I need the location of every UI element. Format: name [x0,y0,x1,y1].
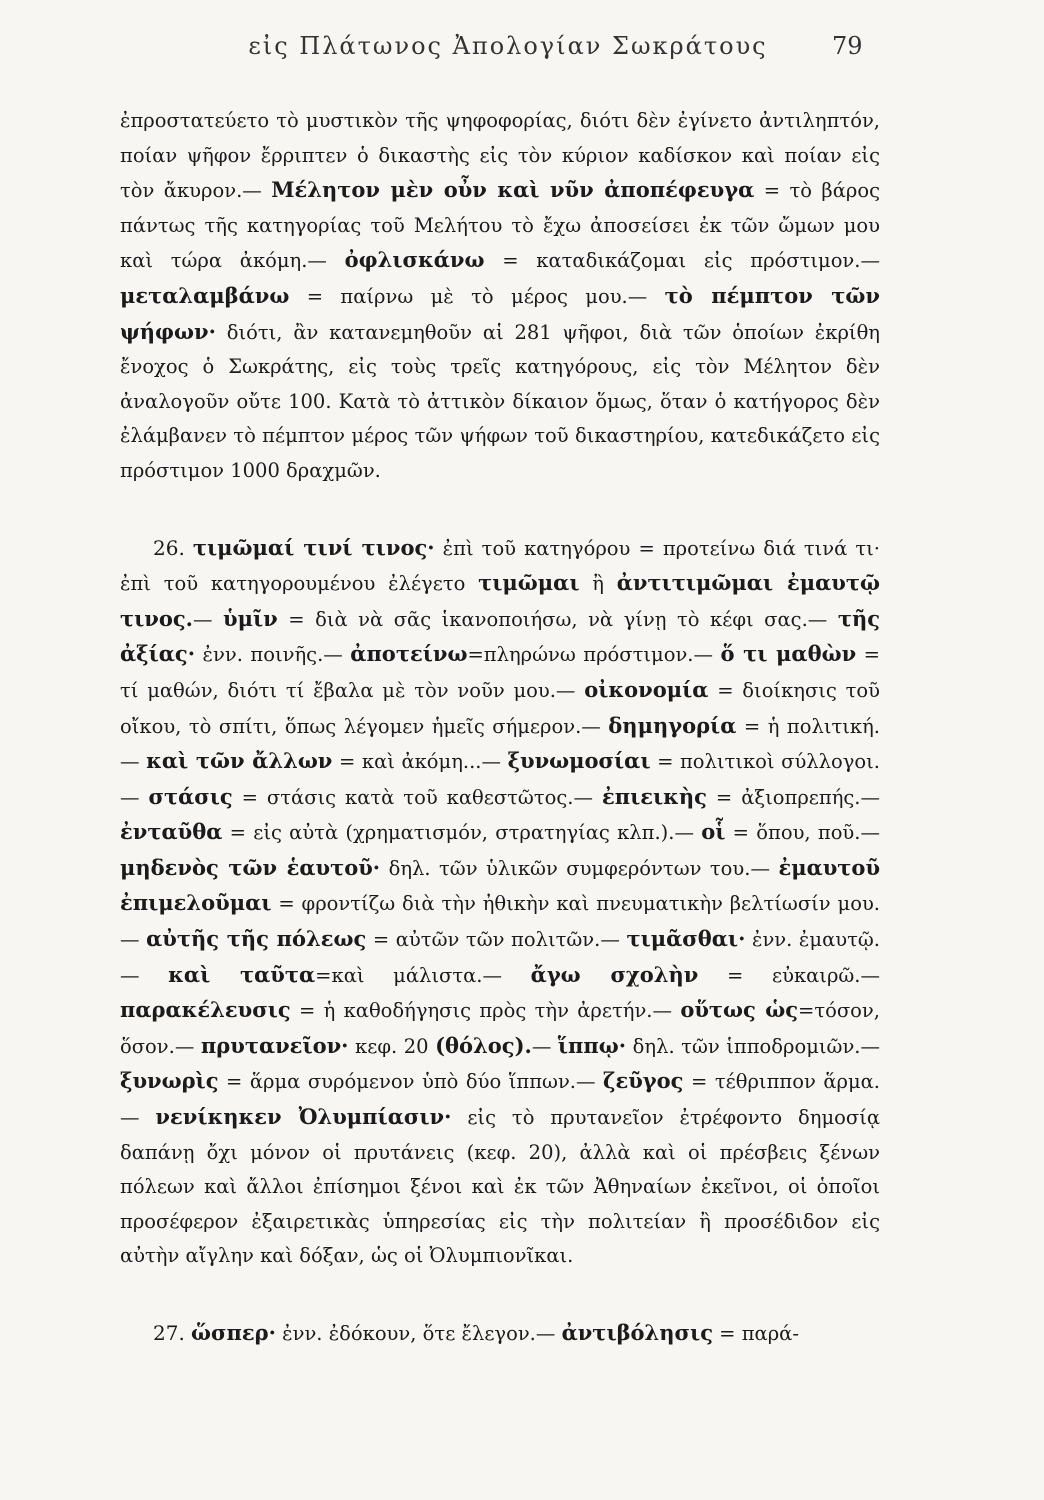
lemma-term: καὶ ταῦτα [168,961,316,987]
lemma-term: ζεῦγος [603,1068,684,1094]
commentary-text: = ἡ καθοδήγησις πρὸς τὴν ἀρετήν.— [290,999,681,1023]
commentary-text: — [192,607,223,631]
commentary-text: =πληρώνω πρόστιμον.— [467,643,721,667]
lemma-term: οἰκονομία [584,676,709,702]
lemma-term: ἀντιβόλησις [561,1320,713,1345]
lemma-term: ὥσπερ· [191,1320,276,1345]
lemma-term: ἐμαυτοῦ ἐπιμελοῦμαι [120,854,881,916]
lemma-term: (θόλος). [435,1032,532,1058]
lemma-term: ἀντιτιμῶμαι ἐμαυτῷ τινος. [120,570,880,631]
commentary-text: = τὸ βάρος πάντως τῆς κατηγορίας τοῦ Μελήτου τὸ ἔχω ἀποσείσει ἐκ τῶν ὤμων μου καὶ τώρα ἀκόμη.— [120,179,880,273]
commentary-text: ἐνν. ἐμαυτῷ.— [120,928,880,987]
commentary-text: εἰς τὸ πρυτανεῖον ἐτρέφοντο δημοσίᾳ δαπάνῃ ὄχι μόνον οἱ πρυτάνεις (κεφ. 20), ἀλλὰ καὶ οἱ πρέσβεις ξένων πόλεων καὶ ἄλλοι ἐπίσημοι ξένοι καὶ ἐκ τῶν Ἀθηναίων ἐκεῖνοι, οἱ ὁποῖοι προσέφερον ἐξαιρετικὰς ὑπηρεσίας εἰς τὴν πολιτείαν ἢ προσέδιδον εἰς αὐτὴν αἴγλην καὶ δόξαν, ὡς οἱ Ὀλυμπιονῖκαι. [120,1106,881,1268]
commentary-text: διότι, ἂν κατανεμηθοῦν αἱ 281 ψῆφοι, διὰ τῶν ὁποίων ἐκρίθη ἔνοχος ὁ Σωκράτης, εἰς τοὺς τρεῖς κατηγόρους, εἰς τὸν Μέλητον δὲν ἀναλογοῦν οὔτε 100. Κατὰ τὸ ἀττικὸν δίκαιον ὅμως, ὅταν ὁ κατήγορος δὲν ἐλάμβανεν τὸ πέμπτον μέρος τῶν ψήφων τοῦ δικαστηρίου, κατεδικάζετο εἰς πρόστιμον 1000 δραχμῶν. [120,320,880,482]
paragraph [120,104,880,489]
lemma-term: ἐπιεικὴς [601,783,707,809]
commentary-text: = παρά- [712,1322,799,1345]
commentary-text: ἐπὶ τοῦ κατηγόρου = προτείνω διά τινά τι· ἐπὶ τοῦ κατηγορουμένου ἐλέγετο [120,536,881,596]
lemma-term: τιμᾶσθαι· [626,926,746,952]
commentary-text: δηλ. τῶν ὑλικῶν συμφερόντων του.— [380,856,779,880]
commentary-text: = στάσις κατὰ τοῦ καθεστῶτος.— [232,785,602,809]
lemma-term: τιμῶμαι [478,570,580,596]
lemma-term: ἄγω σχολὴν [530,961,699,987]
commentary-text: =τόσον, ὅσον.— [120,999,880,1058]
commentary-text: = παίρνω μὲ τὸ μέρος μου.— [289,284,665,308]
lemma-term: τὸ πέμπτον τῶν ψήφων· [120,282,880,344]
commentary-text: = τέθριππον ἅρμα.— [120,1070,880,1130]
lemma-term: πρυτανεῖον· [200,1032,349,1058]
running-header: εἰς Πλάτωνος Ἀπολογίαν Σωκράτους [248,32,768,60]
commentary-text: = διὰ νὰ σᾶς ἱκανοποιήσω, νὰ γίνῃ τὸ κέφι σας.— [277,607,838,631]
commentary-text: = καὶ ἀκόμη...— [332,750,508,774]
lemma-term: οὕτως ὡς [680,997,798,1023]
paragraph [120,531,880,1274]
main-text [120,104,880,1352]
lemma-term: ξυνωρὶς [120,1068,219,1094]
commentary-text: = εὐκαιρῶ.— [698,963,881,987]
lemma-term: ἵππῳ· [557,1032,627,1058]
paragraph [120,1316,880,1352]
commentary-text: = πολιτικοὶ σύλλογοι.— [120,750,880,809]
paragraph-number: 27. [153,1321,185,1345]
commentary-text: = ὅπου, ποῦ.— [725,821,880,845]
commentary-text: κεφ. 20 [348,1034,436,1058]
commentary-text: δηλ. τῶν ἱπποδρομιῶν.— [626,1034,881,1058]
lemma-term: οἷ [701,819,726,845]
lemma-term: μηδενὸς τῶν ἑαυτοῦ· [120,854,381,880]
commentary-text: =καὶ μάλιστα.— [315,963,531,987]
lemma-term: νενίκηκεν Ὀλυμπίασιν· [155,1104,452,1130]
commentary-text: — [531,1034,558,1058]
paragraph-number: 26. [153,535,185,560]
lemma-term: παρακέλευσις [120,997,291,1023]
lemma-term: στάσις [148,783,233,809]
commentary-text: = διοίκησις τοῦ οἴκου, τὸ σπίτι, ὅπως λέγομεν ἡμεῖς σήμερον.— [120,678,880,738]
lemma-term: τιμῶμαί τινί τινος· [192,534,435,560]
commentary-text: ἐνν. ἐδόκουν, ὅτε ἔλεγον.— [275,1322,562,1345]
lemma-term: τῆς ἀξίας· [120,605,880,667]
commentary-text: = εἰς αὐτὰ (χρηματισμόν, στρατηγίας κλπ.).— [222,821,702,845]
commentary-text: ἢ [579,572,617,596]
page-number: 79 [832,32,863,60]
lemma-term: δημηγορία [608,712,737,738]
lemma-term: ἀποτείνω [350,641,468,667]
lemma-term: ὑμῖν [223,605,278,631]
lemma-term: Μέλητον μὲν οὖν καὶ νῦν ἀποπέφευγα [271,177,755,203]
lemma-term: μεταλαμβάνω [120,282,290,308]
lemma-term: ξυνωμοσίαι [507,748,651,774]
commentary-text: = ἡ πολιτική.— [120,714,880,774]
lemma-term: ἐνταῦθα [120,819,223,845]
commentary-text: ἐπροστατεύετο τὸ μυστικὸν τῆς ψηφοφορίας, διότι δὲν ἐγίνετο ἀντιληπτόν, ποίαν ψῆφον ἔρριπτεν ὁ δικαστὴς εἰς τὸν κύριον καδίσκον καὶ ποίαν εἰς τὸν ἄκυρον.— [120,109,880,203]
lemma-term: αὐτῆς τῆς πόλεως [146,926,367,952]
commentary-text: ἐνν. ποινῆς.— [195,643,351,667]
lemma-term: ὀφλισκάνω [344,247,485,273]
commentary-text: = ἅρμα συρόμενον ὑπὸ δύο ἵππων.— [218,1070,604,1094]
commentary-text: = τί μαθών, διότι τί ἔβαλα μὲ τὸν νοῦν μου.— [120,643,880,702]
lemma-term: καὶ τῶν ἄλλων [146,748,333,774]
commentary-text: = αὐτῶν τῶν πολιτῶν.— [366,928,627,952]
commentary-text: = ἀξιοπρεπής.— [706,785,881,809]
lemma-term: ὅ τι μαθὼν [720,641,857,667]
commentary-text: = φροντίζω διὰ τὴν ἠθικὴν καὶ πνευματικὴν βελτίωσίν μου.— [120,892,880,952]
commentary-text: = καταδικάζομαι εἰς πρόστιμον.— [484,249,880,273]
